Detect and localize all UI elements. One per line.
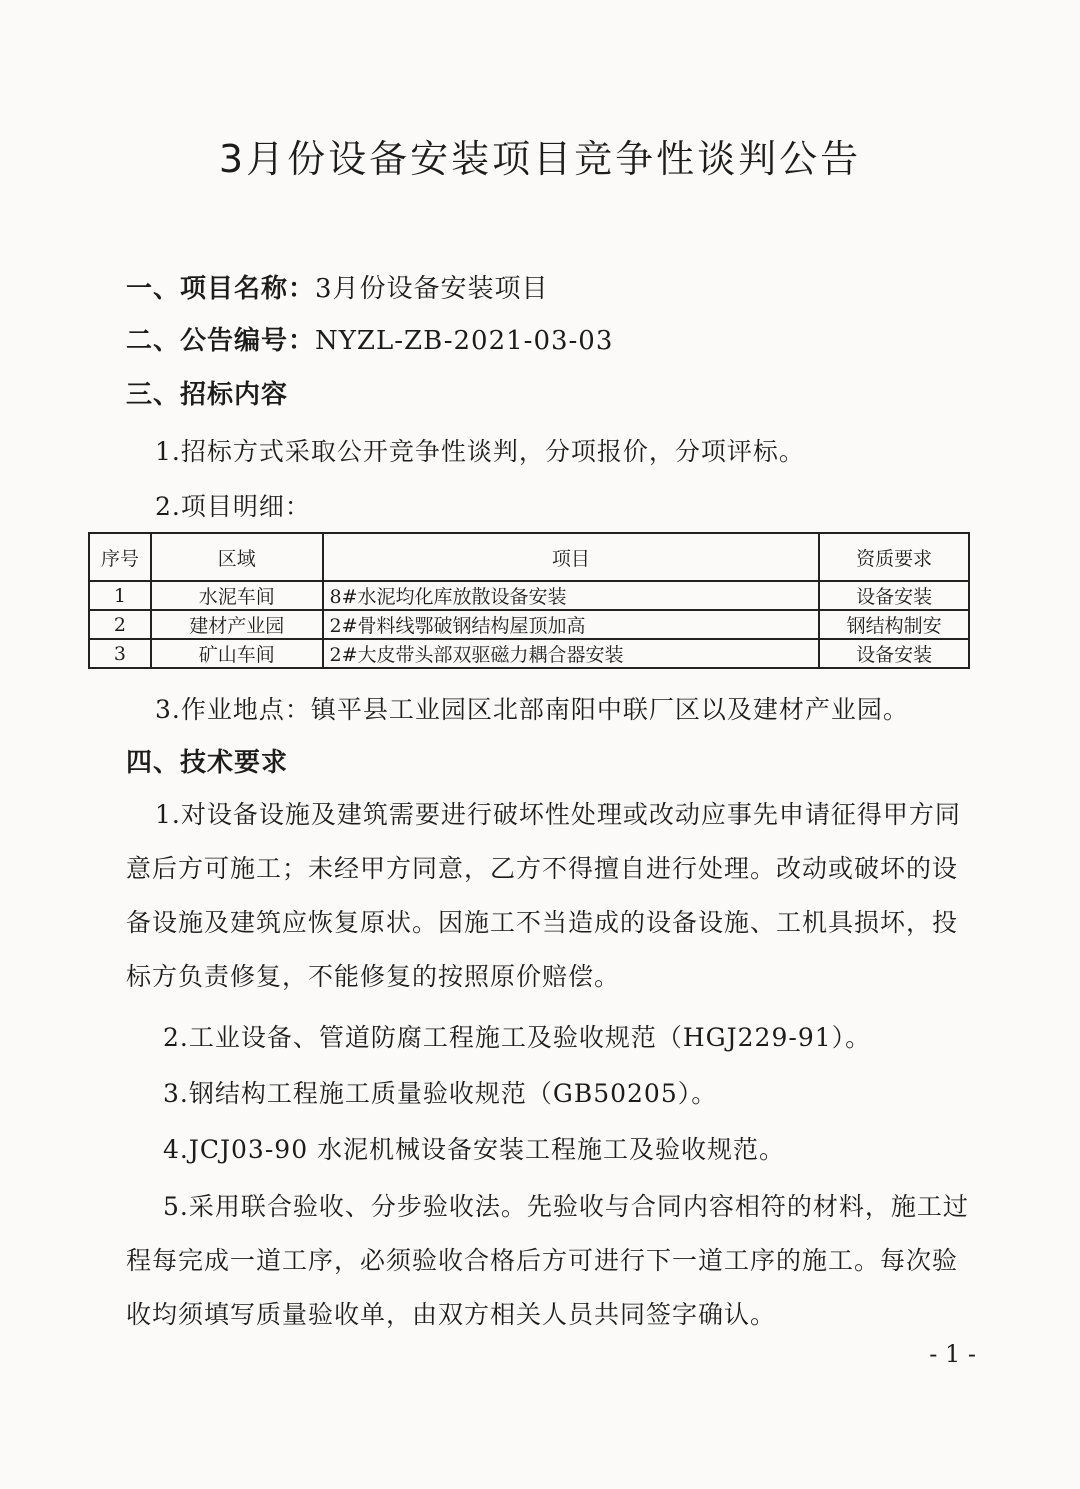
table-header-cell: 序号 — [89, 533, 151, 581]
table-cell: 8#水泥均化库放散设备安装 — [323, 581, 820, 610]
document-title: 3月份设备安装项目竞争性谈判公告 — [218, 137, 862, 181]
tender-item-3: 3.作业地点：镇平县工业园区北部南阳中联厂区以及建材产业园。 — [155, 695, 909, 724]
table-header-cell: 资质要求 — [819, 533, 969, 581]
table-header-row — [89, 533, 969, 581]
tech-item-4: 4.JCJ03-90 水泥机械设备安装工程施工及验收规范。 — [163, 1135, 786, 1164]
tech-item-1: 1.对设备设施及建筑需要进行破坏性处理或改动应事先申请征得甲方同意后方可施工；未经甲方同意，乙方不得擅自进行处理。改动或破坏的设备设施及建筑应恢复原状。因施工不当造成的设备设施、工机具损坏，投标方负责修复，不能修复的按照原价赔偿。 — [126, 800, 961, 991]
table-cell: 设备安装 — [819, 639, 969, 668]
project-detail-table — [88, 532, 970, 669]
page-number: - 1 - — [929, 1340, 976, 1368]
tech-item-5: 5.采用联合验收、分步验收法。先验收与合同内容相符的材料，施工过程每完成一道工序，必须验收合格后方可进行下一道工序的施工。每次验收均须填写质量验收单，由双方相关人员共同签字确认。 — [126, 1192, 969, 1329]
table-cell: 1 — [89, 581, 151, 610]
section-technical-requirements: 四、技术要求 — [126, 748, 289, 778]
table-row — [89, 639, 969, 668]
table-cell: 2 — [89, 610, 151, 639]
table-row — [89, 610, 969, 639]
table-header-cell: 区域 — [151, 533, 323, 581]
section-tender-content: 三、招标内容 — [126, 380, 289, 410]
section-label: 一、项目名称： — [126, 274, 316, 304]
project-name-value: 3月份设备安装项目 — [315, 274, 549, 304]
section-notice-number — [126, 320, 613, 357]
table-cell: 钢结构制安 — [819, 610, 969, 639]
tech-item-2: 2.工业设备、管道防腐工程施工及验收规范（HGJ229-91）。 — [163, 1023, 872, 1052]
table-cell: 矿山车间 — [151, 639, 323, 668]
table-cell: 2#大皮带头部双驱磁力耦合器安装 — [323, 639, 820, 668]
tender-item-2: 2.项目明细： — [155, 492, 311, 521]
tech-item-3: 3.钢结构工程施工质量验收规范（GB50205）。 — [163, 1079, 718, 1108]
notice-number-value: NYZL-ZB-2021-03-03 — [315, 326, 614, 356]
section-project-name — [126, 268, 549, 305]
table-header-cell: 项目 — [323, 533, 820, 581]
table-cell: 3 — [89, 639, 151, 668]
table-cell: 设备安装 — [819, 581, 969, 610]
table-row — [89, 581, 969, 610]
tender-item-1: 1.招标方式采取公开竞争性谈判，分项报价，分项评标。 — [155, 437, 805, 466]
table-cell: 建材产业园 — [151, 610, 323, 639]
section-label: 二、公告编号： — [126, 326, 316, 356]
table-cell: 水泥车间 — [151, 581, 323, 610]
table-cell: 2#骨料线鄂破钢结构屋顶加高 — [323, 610, 820, 639]
